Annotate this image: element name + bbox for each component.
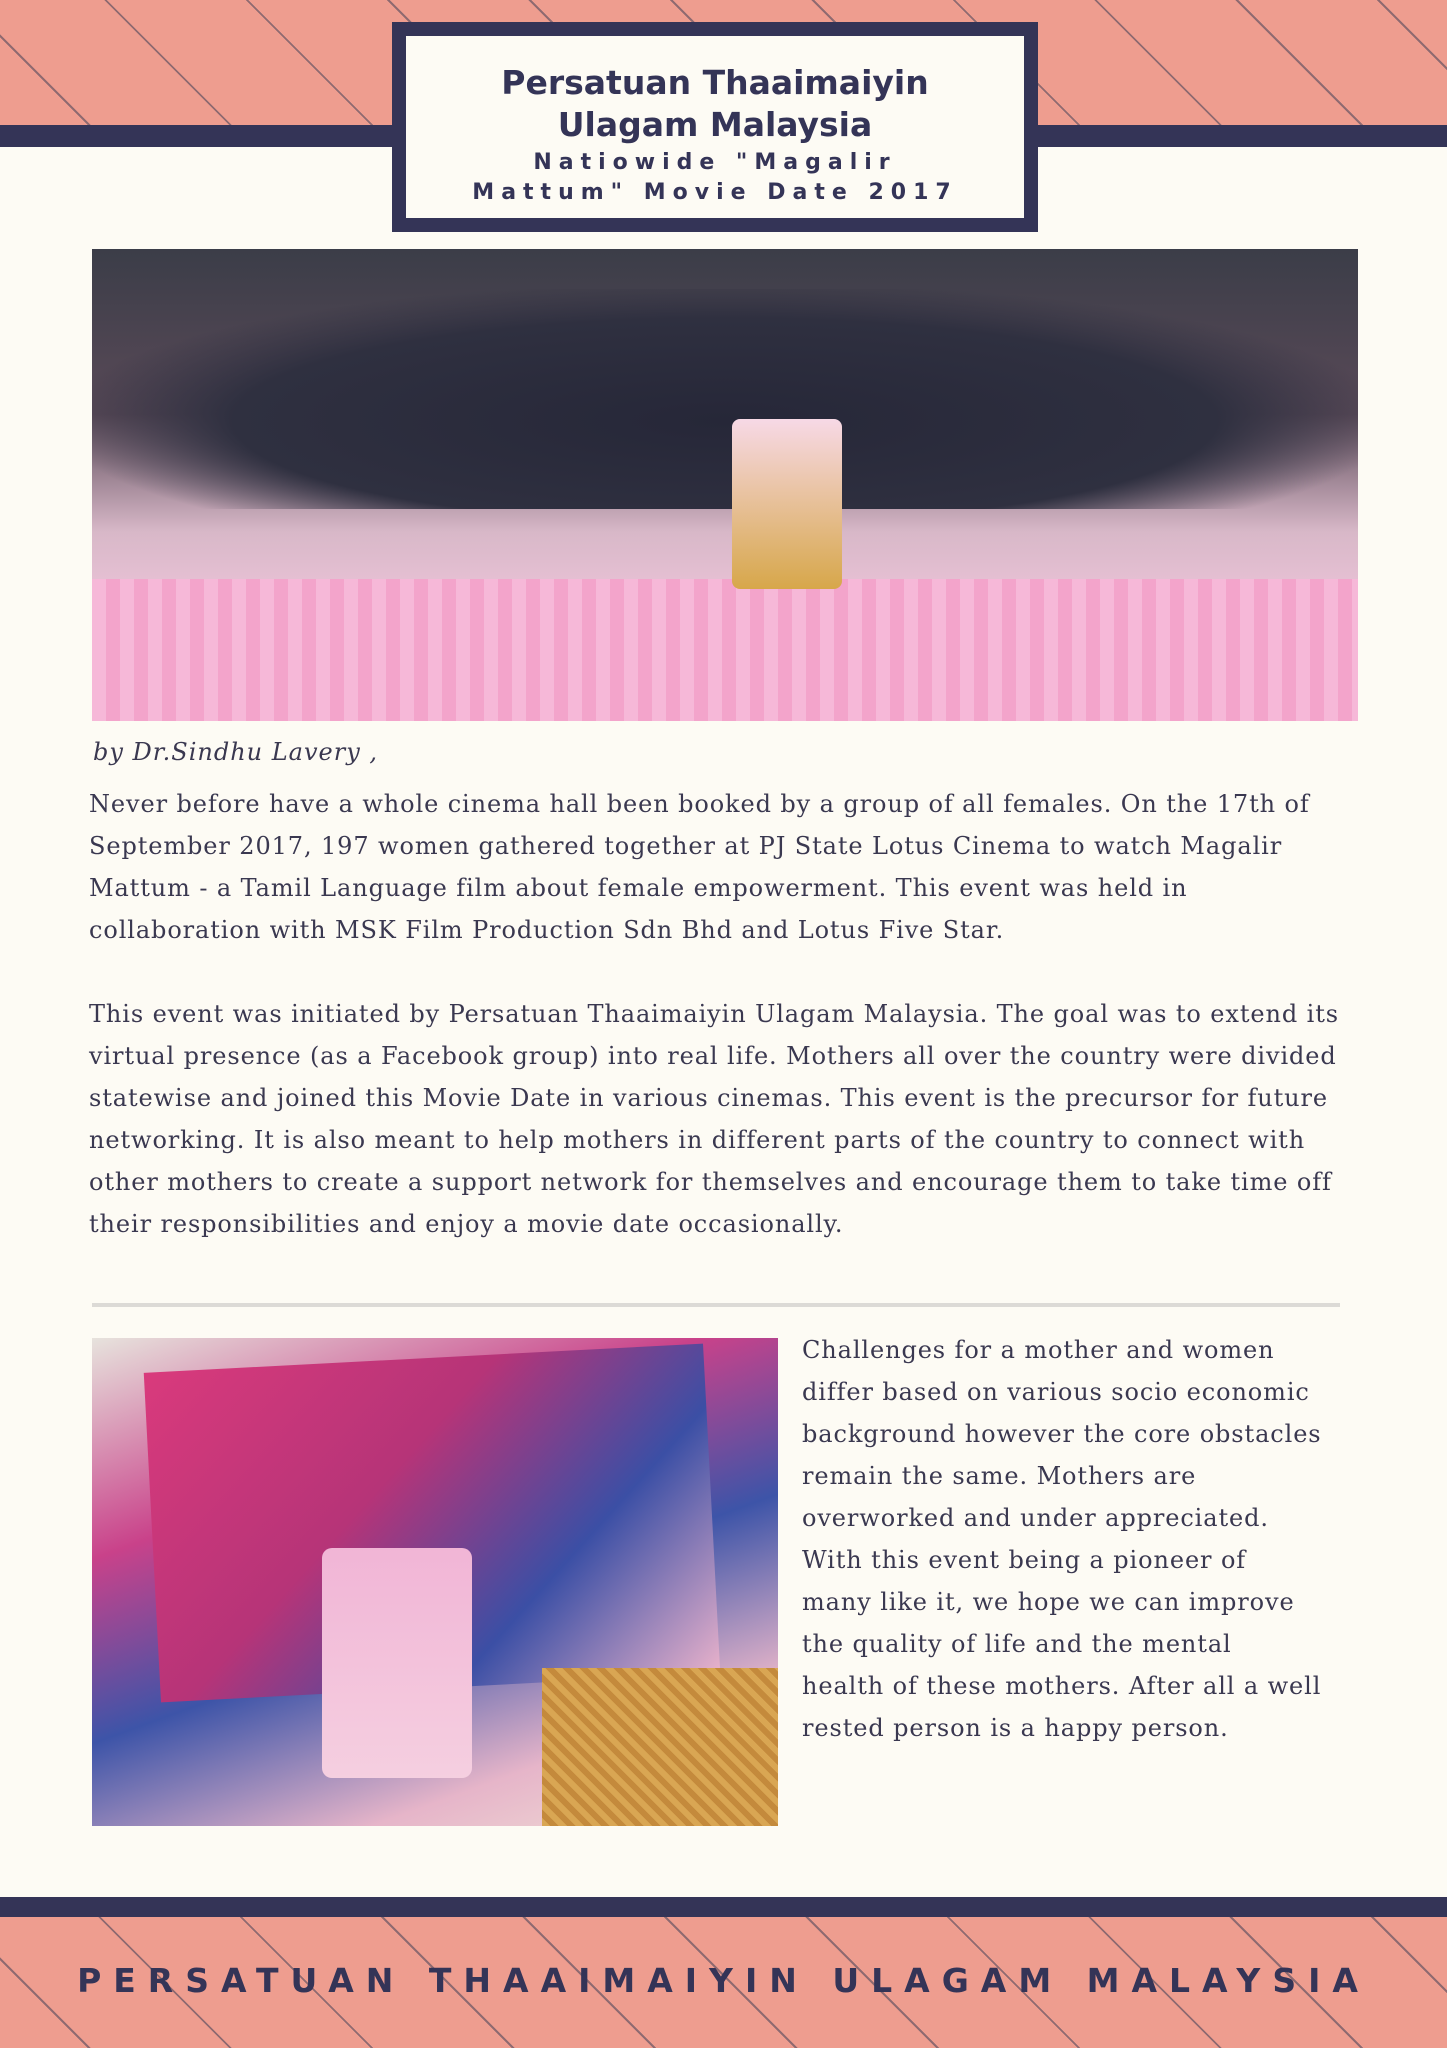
section-divider — [92, 1303, 1340, 1307]
movie-poster-photo — [92, 1338, 778, 1826]
title-box — [392, 22, 1038, 232]
title-box-inner — [406, 36, 1024, 218]
photo-cupcake-stand — [322, 1548, 472, 1778]
photo-cake — [732, 419, 842, 589]
article-paragraph-2: This event was initiated by Persatuan Thaaimaiyin Ulagam Malaysia. The goal was to extend its virtual presence (as a Facebook group) into real life. Mothers all over the country were divided statewise and joined this Movie Date in various cinemas. This event is the precursor for future networking. It is also meant to help mothers in different parts of the country to connect with other mothers to create a support network for themselves and encourage them to take time off their responsibilities and enjoy a movie date occasionally. — [89, 1000, 1339, 1238]
photo-gold-table — [542, 1668, 778, 1826]
page-subtitle-line-1: Natiowide "Magalir — [533, 150, 897, 175]
group-photo — [92, 249, 1358, 721]
byline: by Dr.Sindhu Lavery , — [93, 738, 379, 766]
page-title-line-1: Persatuan Thaaimaiyin — [501, 63, 929, 102]
page-title-line-2: Ulagam Malaysia — [557, 105, 873, 144]
photo-crowd — [92, 289, 1358, 509]
article-paragraph-1: Never before have a whole cinema hall been booked by a group of all females. On the 17th of September 2017, 197 women gathered together at PJ State Lotus Cinema to watch Magalir Mattum - a Tamil Language film about female empowerment. This event was held in collaboration with MSK Film Production Sdn Bhd and Lotus Five Star. — [89, 790, 1310, 944]
photo-table — [92, 579, 1358, 721]
footer-rule — [0, 1897, 1447, 1917]
page-subtitle-line-2: Mattum" Movie Date 2017 — [472, 180, 958, 205]
article-paragraph-3: Challenges for a mother and women differ based on various socio economic background however the core obstacles remain the same. Mothers are overworked and under appreciated. With this event being a pioneer of many like it, we hope we can improve the quality of life and the mental health of these mothers. After all a well rested person is a happy person. — [802, 1336, 1322, 1742]
footer-organization-name: PERSATUAN THAAIMAIYIN ULAGAM MALAYSIA — [77, 1961, 1370, 2000]
